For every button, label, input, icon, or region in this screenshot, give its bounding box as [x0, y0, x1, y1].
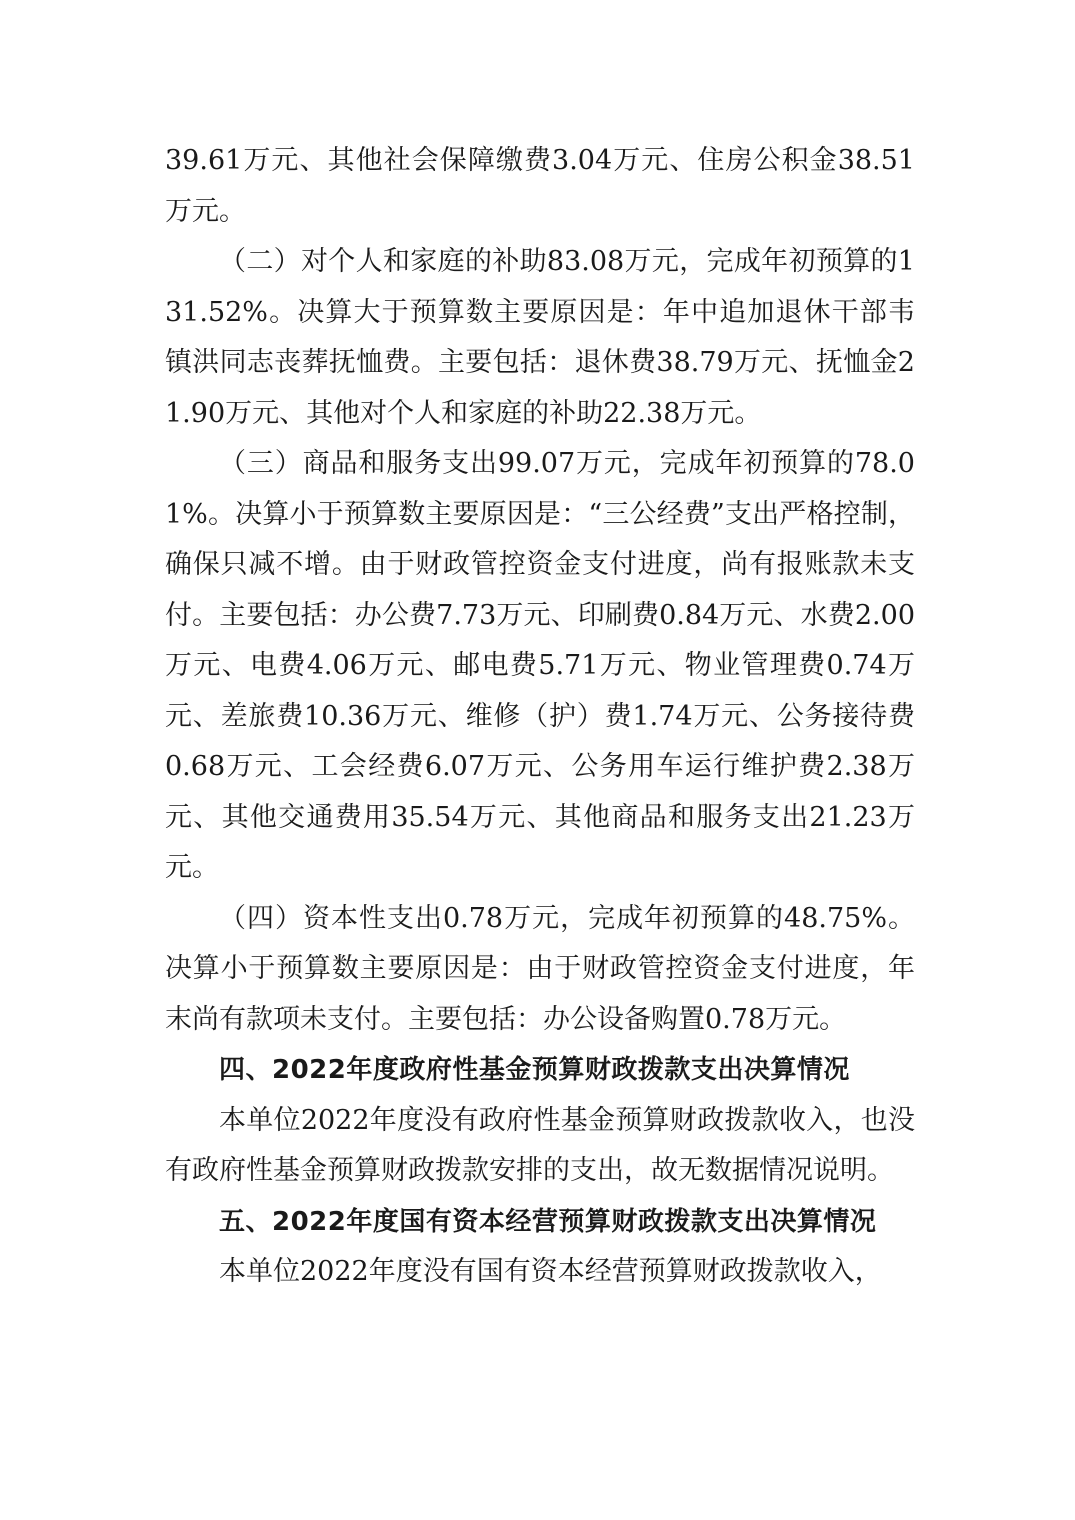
section-heading-government-fund: 四、2022年度政府性基金预算财政拨款支出决算情况	[219, 1055, 850, 1085]
paragraph-state-capital: 本单位2022年度没有国有资本经营预算财政拨款收入，	[219, 1256, 882, 1287]
paragraph-government-fund: 本单位2022年度没有政府性基金预算财政拨款收入，也没有政府性基金预算财政拨款安排的支出，故无数据情况说明。	[165, 1104, 915, 1186]
paragraph-social-security-tail: 39.61万元、其他社会保障缴费3.04万元、住房公积金38.51万元。	[165, 145, 915, 227]
paragraph-household-subsidy: （二）对个人和家庭的补助83.08万元，完成年初预算的131.52%。决算大于预算数主要原因是：年中追加退休干部韦镇洪同志丧葬抚恤费。主要包括：退休费38.79万元、抚恤金21.90万元、其他对个人和家庭的补助22.38万元。	[165, 246, 915, 429]
paragraph-goods-services: （三）商品和服务支出99.07万元，完成年初预算的78.01%。决算小于预算数主要原因是：“三公经费”支出严格控制，确保只减不增。由于财政管控资金支付进度，尚有报账款未支付。主要包括：办公费7.73万元、印刷费0.84万元、水费2.00万元、电费4.06万元、邮电费5.71万元、物业管理费0.74万元、差旅费10.36万元、维修（护）费1.74万元、公务接待费0.68万元、工会经费6.07万元、公务用车运行维护费2.38万元、其他交通费用35.54万元、其他商品和服务支出21.23万元。	[165, 448, 915, 883]
paragraph-capital-expenditure: （四）资本性支出0.78万元，完成年初预算的48.75%。决算小于预算数主要原因是：由于财政管控资金支付进度，年末尚有款项未支付。主要包括：办公设备购置0.78万元。	[165, 902, 915, 1035]
document-page	[165, 136, 915, 1298]
section-heading-state-capital: 五、2022年度国有资本经营预算财政拨款支出决算情况	[219, 1206, 877, 1237]
